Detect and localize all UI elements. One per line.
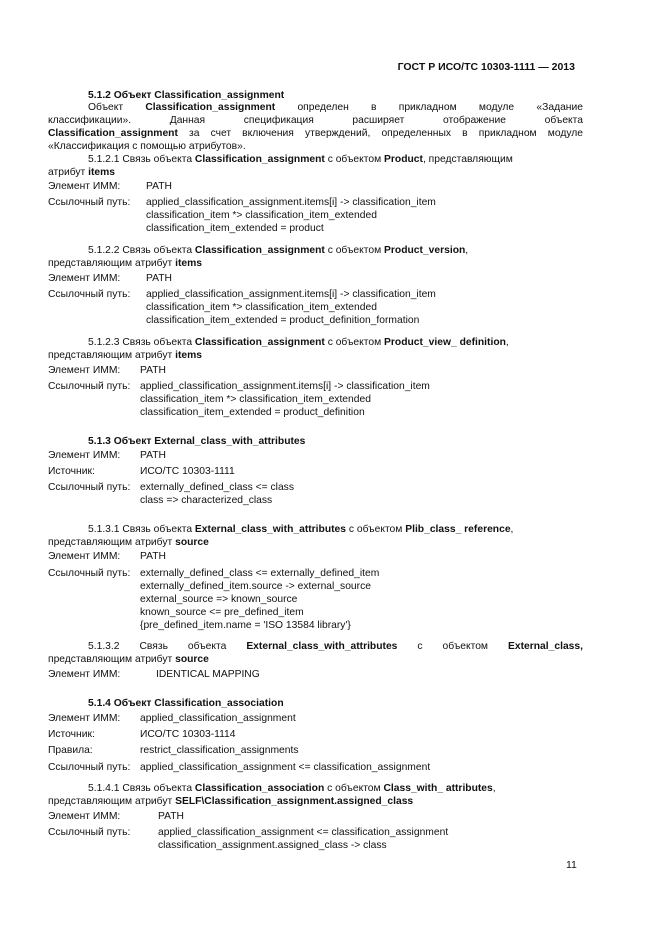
- aim-element-label: Элемент ИММ:: [48, 181, 121, 192]
- reference-path-line: applied_classification_assignment.items[i] -> classification_item: [146, 197, 436, 208]
- aim-element-value: PATH: [158, 811, 184, 822]
- reference-path-line: classification_item_extended = product_definition_formation: [146, 315, 420, 326]
- source-value: ИСО/ТС 10303-1114: [140, 729, 236, 740]
- section-5-1-4-title: 5.1.4 Объект Classification_association: [88, 698, 284, 709]
- text: за счет включения утверждений, определенных в прикладном модуле: [177, 128, 583, 139]
- section-5-1-3-title: 5.1.3 Объект External_class_with_attributes: [88, 436, 306, 447]
- section-5-1-3-1-heading: 5.1.3.1 Связь объекта External_class_with_attributes с объектом Plib_class_ reference,: [88, 524, 514, 535]
- section-5-1-2-para-line4: «Классификация с помощью атрибутов».: [48, 141, 246, 152]
- source-label: Источник:: [48, 466, 95, 477]
- reference-path-line: classification_assignment.assigned_class -> class: [158, 840, 387, 851]
- document-header: ГОСТ Р ИСО/ТС 10303-1111 — 2013: [397, 61, 575, 73]
- aim-element-value: PATH: [140, 365, 166, 376]
- reference-path-line: externally_defined_class <= externally_defined_item: [140, 568, 380, 579]
- section-5-1-2-para-line1: [88, 101, 583, 114]
- reference-path-label: Ссылочный путь:: [48, 197, 131, 208]
- aim-element-value: PATH: [140, 450, 166, 461]
- aim-element-value: PATH: [140, 551, 166, 562]
- word: Объект: [88, 102, 124, 113]
- reference-path-line: classification_item *> classification_item_extended: [146, 302, 377, 313]
- reference-path-label: Ссылочный путь:: [48, 482, 131, 493]
- source-label: Источник:: [48, 729, 95, 740]
- reference-path-line: classification_item_extended = product_definition: [140, 407, 365, 418]
- reference-path-line: applied_classification_assignment <= classification_assignment: [158, 827, 449, 838]
- aim-element-label: Элемент ИММ:: [48, 273, 121, 284]
- reference-path-line: class => characterized_class: [140, 495, 273, 506]
- reference-path-line: known_source <= pre_defined_item: [140, 607, 304, 618]
- source-value: ИСО/ТС 10303-1111: [140, 466, 235, 477]
- section-5-1-2-2-heading: 5.1.2.2 Связь объекта Classification_assignment с объектом Product_version,: [88, 245, 469, 256]
- rules-value: restrict_classification_assignments: [140, 745, 299, 756]
- aim-element-value: PATH: [146, 181, 172, 192]
- word: модуле: [478, 102, 515, 113]
- page-number: 11: [566, 859, 577, 871]
- reference-path-line: classification_item_extended = product: [146, 223, 324, 234]
- aim-element-label: Элемент ИММ:: [48, 365, 121, 376]
- reference-path-label: Ссылочный путь:: [48, 289, 131, 300]
- reference-path-line: applied_classification_assignment.items[i] -> classification_item: [146, 289, 436, 300]
- aim-element-label: Элемент ИММ:: [48, 551, 121, 562]
- section-5-1-4-1-heading-line2: представляющим атрибут SELF\Classification_assignment.assigned_class: [48, 796, 414, 807]
- section-5-1-2-para-line3: [48, 127, 583, 140]
- section-5-1-4-1-heading: 5.1.4.1 Связь объекта Classification_association с объектом Class_with_ attributes,: [88, 783, 496, 794]
- reference-path-line: external_source => known_source: [140, 594, 298, 605]
- aim-element-label: Элемент ИММ:: [48, 713, 121, 724]
- entity-name: Classification_assignment: [145, 102, 276, 113]
- aim-element-label: Элемент ИММ:: [48, 811, 121, 822]
- section-5-1-2-title: 5.1.2 Объект Classification_assignment: [88, 90, 285, 101]
- reference-path-label: Ссылочный путь:: [48, 762, 131, 773]
- section-5-1-3-1-heading-line2: представляющим атрибут source: [48, 537, 209, 548]
- reference-path-line: applied_classification_assignment <= classification_assignment: [140, 762, 431, 773]
- section-5-1-3-2-heading-line2: представляющим атрибут source: [48, 654, 209, 665]
- aim-element-label: Элемент ИММ:: [48, 450, 121, 461]
- section-5-1-3-2-heading: 5.1.3.2 Связь объекта External_class_with_attributes с объектом External_class,: [88, 641, 583, 652]
- word: «Задание: [536, 102, 583, 113]
- reference-path-label: Ссылочный путь:: [48, 381, 131, 392]
- word: в: [371, 102, 377, 113]
- section-5-1-2-3-heading-line2: представляющим атрибут items: [48, 350, 202, 361]
- reference-path-line: classification_item *> classification_item_extended: [146, 210, 377, 221]
- section-5-1-2-1-heading-line2: атрибут items: [48, 167, 115, 178]
- aim-element-label: Элемент ИММ:: [48, 669, 121, 680]
- reference-path-line: classification_item *> classification_item_extended: [140, 394, 371, 405]
- section-5-1-2-3-heading: 5.1.2.3 Связь объекта Classification_assignment с объектом Product_view_ definition,: [88, 337, 509, 348]
- rules-label: Правила:: [48, 745, 93, 756]
- reference-path-line: externally_defined_item.source -> external_source: [140, 581, 371, 592]
- word: определен: [297, 102, 349, 113]
- aim-element-value: PATH: [146, 273, 172, 284]
- entity-name: Classification_assignment: [48, 128, 178, 139]
- section-5-1-2-1-heading: 5.1.2.1 Связь объекта Classification_assignment с объектом Product, представляющим: [88, 154, 513, 165]
- reference-path-line: applied_classification_assignment.items[i] -> classification_item: [140, 381, 430, 392]
- aim-element-value: IDENTICAL MAPPING: [156, 669, 260, 680]
- section-5-1-2-2-heading-line2: представляющим атрибут items: [48, 258, 202, 269]
- reference-path-label: Ссылочный путь:: [48, 827, 131, 838]
- reference-path-line: externally_defined_class <= class: [140, 482, 294, 493]
- section-5-1-2-para-line2: классификации». Данная спецификация расширяет отображение объекта: [48, 115, 583, 126]
- word: прикладном: [398, 102, 457, 113]
- aim-element-value: applied_classification_assignment: [140, 713, 296, 724]
- reference-path-line: {pre_defined_item.name = 'ISO 13584 library'}: [140, 620, 351, 631]
- reference-path-label: Ссылочный путь:: [48, 568, 131, 579]
